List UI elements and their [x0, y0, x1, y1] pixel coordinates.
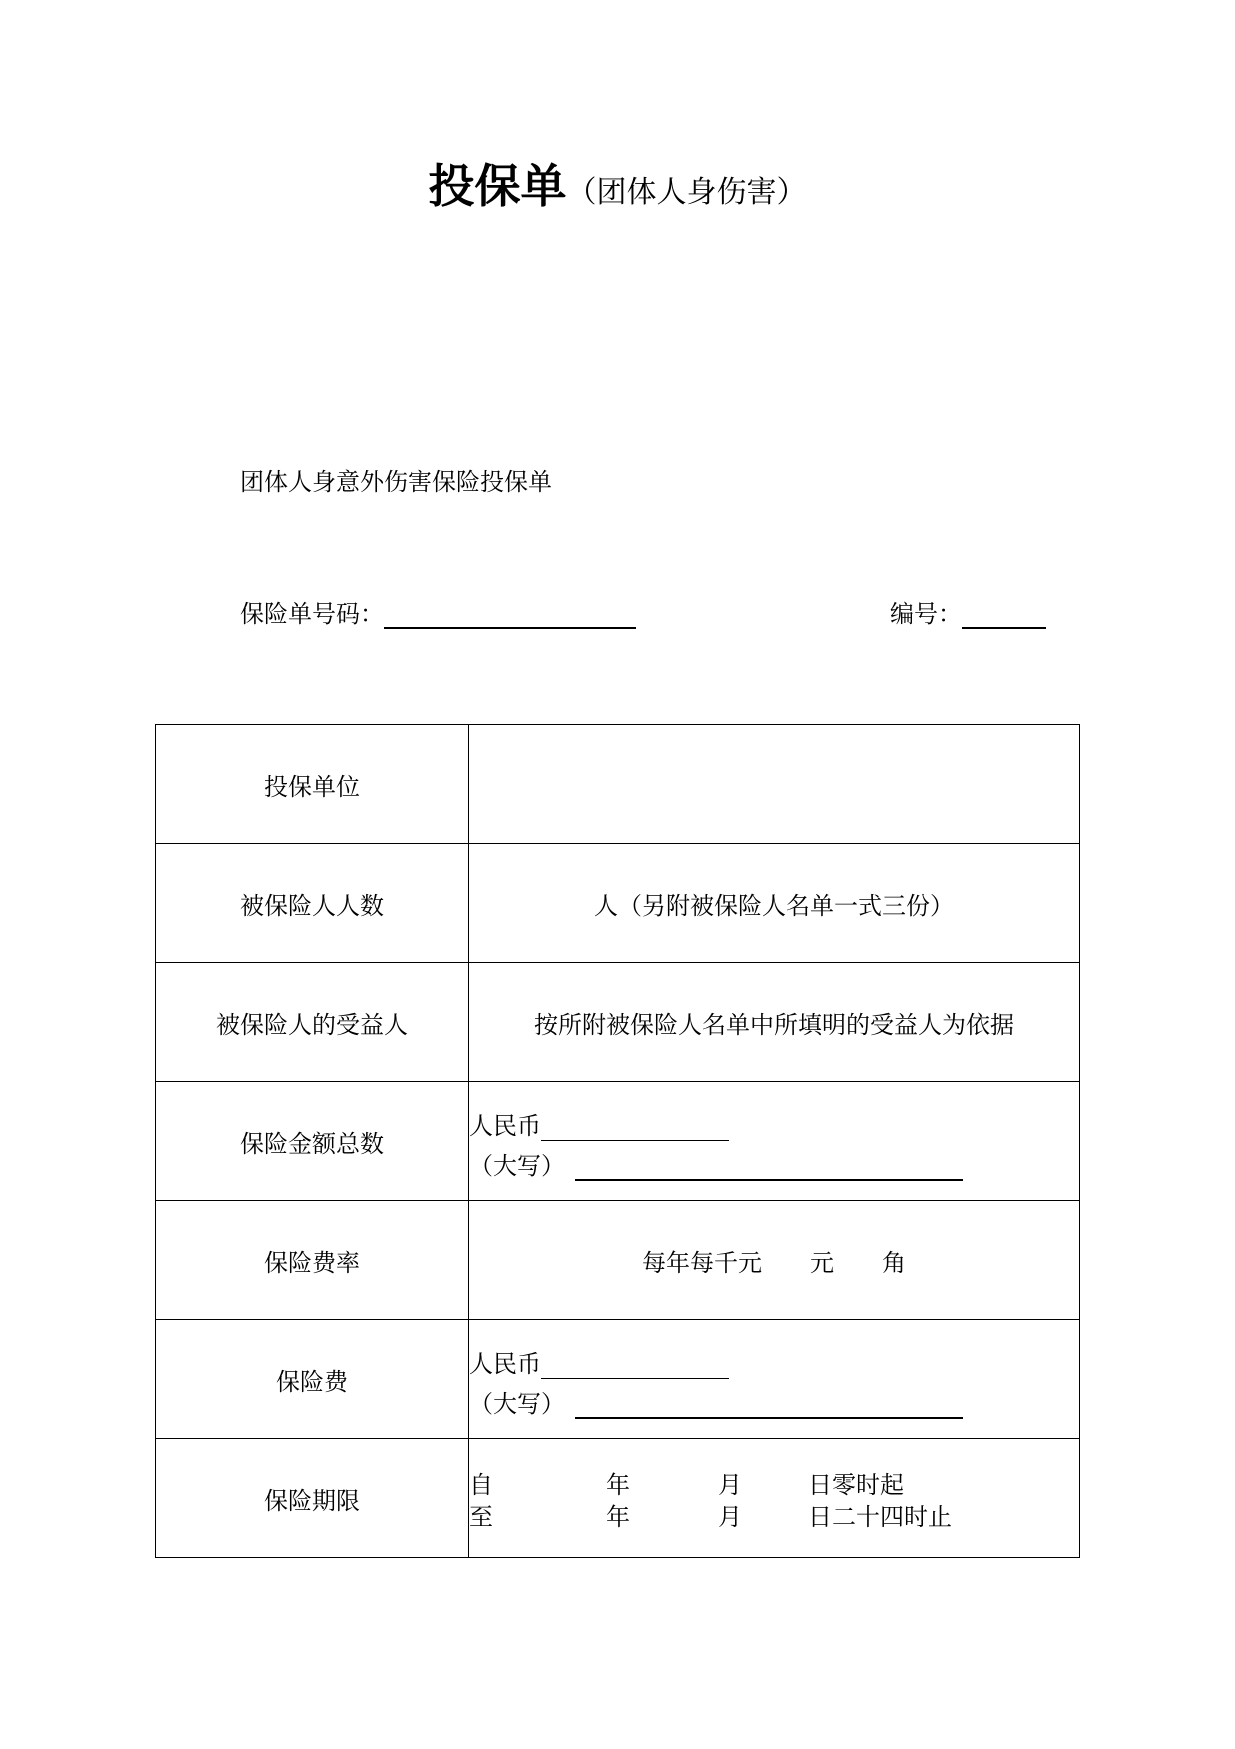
- term-from-lead: 自: [469, 1470, 493, 1499]
- table-row: [156, 1320, 1080, 1439]
- serial-number-line: [890, 594, 1046, 629]
- sum-insured-currency: 人民币: [469, 1112, 541, 1140]
- table-row: [156, 1201, 1080, 1320]
- term-from-end: 日零时起: [808, 1470, 904, 1499]
- premium-amount-field[interactable]: [541, 1352, 729, 1379]
- title-main: 投保单: [428, 159, 567, 213]
- sum-insured-uppercase-field[interactable]: [575, 1153, 963, 1181]
- sum-insured-amount-field[interactable]: [541, 1114, 729, 1141]
- rate-cell: [469, 1201, 1080, 1320]
- application-form-table: [155, 724, 1080, 1558]
- insured-count-field[interactable]: 人（另附被保险人名单一式三份）: [469, 844, 1080, 963]
- sum-insured-label: 保险金额总数: [156, 1082, 469, 1201]
- applicant-label: 投保单位: [156, 725, 469, 844]
- term-to-end: 日二十四时止: [808, 1502, 952, 1531]
- policy-number-field[interactable]: [384, 599, 636, 629]
- term-from-row: [469, 1466, 1079, 1498]
- beneficiary-label: 被保险人的受益人: [156, 963, 469, 1082]
- beneficiary-value: 按所附被保险人名单中所填明的受益人为依据: [469, 963, 1080, 1082]
- serial-number-label: 编号：: [890, 600, 962, 628]
- rate-prefix: 每年每千元: [642, 1248, 762, 1277]
- applicant-field[interactable]: [469, 725, 1080, 844]
- term-cell: [469, 1439, 1080, 1558]
- sum-insured-uppercase-label: （大写）: [469, 1152, 565, 1180]
- term-to-lead: 至: [469, 1502, 493, 1531]
- premium-uppercase-label: （大写）: [469, 1390, 565, 1418]
- term-to-month: 月: [718, 1502, 742, 1531]
- rate-jiao: 角: [882, 1248, 906, 1277]
- title-sub: （团体人身伤害）: [566, 175, 807, 210]
- term-label: 保险期限: [156, 1439, 469, 1558]
- term-from-year: 年: [606, 1470, 630, 1499]
- table-row: [156, 1082, 1080, 1201]
- premium-label: 保险费: [156, 1320, 469, 1439]
- table-row: [156, 963, 1080, 1082]
- premium-uppercase-field[interactable]: [575, 1391, 963, 1419]
- insured-count-label: 被保险人人数: [156, 844, 469, 963]
- table-row: [156, 1439, 1080, 1558]
- table-row: [156, 725, 1080, 844]
- document-title: [0, 150, 1235, 216]
- serial-number-field[interactable]: [962, 599, 1046, 629]
- form-subtitle: 团体人身意外伤害保险投保单: [240, 468, 552, 496]
- term-to-year: 年: [606, 1502, 630, 1531]
- policy-number-line: [240, 594, 636, 629]
- table-row: [156, 844, 1080, 963]
- term-to-row: [469, 1498, 1079, 1530]
- term-from-month: 月: [718, 1470, 742, 1499]
- sum-insured-cell: [469, 1082, 1080, 1201]
- rate-label: 保险费率: [156, 1201, 469, 1320]
- policy-number-label: 保险单号码：: [240, 600, 384, 628]
- rate-yuan: 元: [810, 1248, 834, 1277]
- premium-cell: [469, 1320, 1080, 1439]
- premium-currency: 人民币: [469, 1350, 541, 1378]
